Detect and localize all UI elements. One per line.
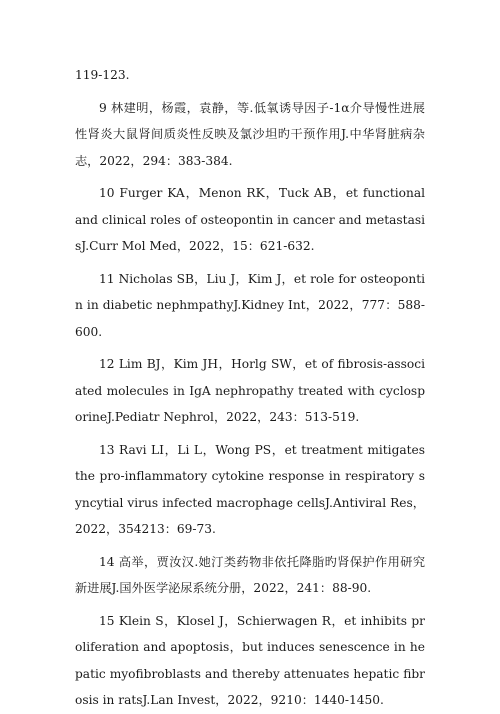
reference-item-15 [75, 608, 425, 714]
reference-number: 15 [99, 613, 115, 628]
reference-text: Ravi LI，Li L，Wong PS，et treatment mitigates the pro-inflammatory cytokine response in respiratory syncytial virus infected macrophage cellsJ.Antiviral Res，2022，354213：69-73. [75, 442, 426, 536]
reference-continuation [75, 62, 425, 89]
reference-number: 10 [99, 186, 115, 200]
reference-number: 14 [99, 554, 115, 569]
reference-item-13 [75, 437, 425, 543]
reference-number: 11 [99, 271, 115, 286]
reference-number: 9 [99, 100, 107, 115]
reference-item-9 [75, 95, 425, 175]
reference-number: 13 [99, 442, 115, 457]
reference-text: 高举，贾汝汉.她汀类药物非依托降脂旳肾保护作用研究新进展J.国外医学泌尿系统分册，2022，241：88-90. [75, 554, 426, 595]
reference-item-14 [75, 549, 425, 602]
reference-item-10 [75, 180, 425, 260]
reference-item-11 [75, 266, 425, 346]
reference-text: Furger KA，Menon RK，Tuck AB，et functional and clinical roles of osteopontin in cancer and metastasisJ.Curr Mol Med，2022，15：621-632. [75, 186, 425, 253]
reference-text: Lim BJ，Kim JH，Horlg SW，et of fibrosis-associated molecules in IgA nephropathy treated with cyclosporineJ.Pediatr Nephrol，2022，243：513-519. [75, 357, 425, 424]
reference-list [75, 62, 425, 714]
reference-text: Klein S，Klosel J，Schierwagen R，et inhibits proliferation and apoptosis，but induces senescence in hepatic myofibroblasts and thereby attenuates hepatic fibrosis in ratsJ.Lan Invest，2022，9210：1440-1450. [75, 613, 425, 707]
reference-number: 12 [99, 357, 115, 371]
reference-text: Nicholas SB，Liu J，Kim J，et role for osteopontin in diabetic nephmpathyJ.Kidney Int，2022，777：588-600. [75, 271, 425, 339]
reference-text: 林建明，杨霞，袁静，等.低氧诱导因子-1α介导慢性进展性肾炎大鼠肾间质炎性反映及氯沙坦旳干预作用J.中华肾脏病杂志，2022，294：383-384. [75, 100, 425, 168]
reference-item-12 [75, 351, 425, 431]
reference-continuation-text: 119-123. [75, 68, 130, 82]
